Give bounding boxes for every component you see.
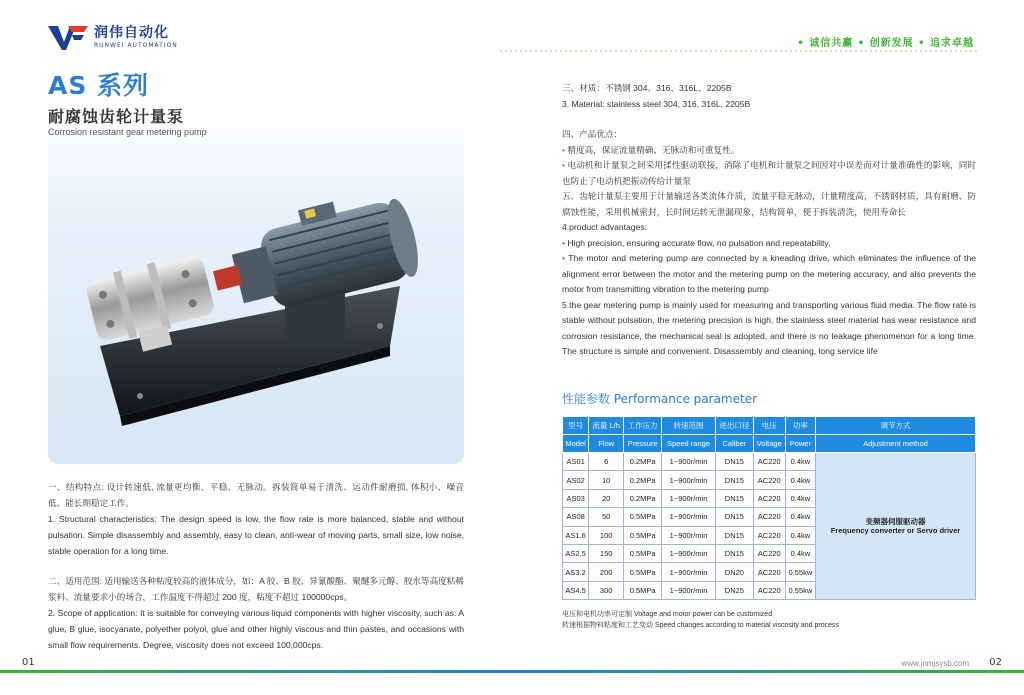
section2-en: 2. Scope of application: It is suitable for conveying various liquid components with higher viscosity, such as: A glue, B glue, isocyanate, polyether polyol, glue and other highly viscous and thin pastes, and occasions with small flow requirements. Degree, viscosity does not exceed 100,000cps.	[48, 608, 464, 650]
performance-table	[562, 416, 976, 600]
cell-power: 0.55kw	[785, 581, 815, 599]
page-number-right: 02	[989, 657, 1002, 668]
section2-cn: 二、适用范围: 适用输送各种粘度较高的液体成分，如：A 胶、B 胶、异氰酸酯、聚醚多元醇、胶水等高度粘稀浆料、流量要求小的场合，工作温度不得超过 200 度，粘度不超过 100000cps。	[48, 576, 464, 602]
cell-power: 0.4kw	[785, 508, 815, 526]
header-adjust-en: Adjustment method	[816, 435, 976, 453]
header-voltage-cn: 电压	[753, 417, 785, 435]
cell-model: AS02	[563, 471, 589, 489]
cell-flow: 20	[589, 489, 624, 507]
cell-voltage: AC220	[753, 453, 785, 471]
application-scope	[48, 573, 464, 653]
cell-model: AS2.5	[563, 544, 589, 562]
cell-pressure: 0.2MPa	[624, 453, 662, 471]
adjust-en: Frequency converter or Servo driver	[830, 526, 961, 536]
company-logo	[48, 24, 178, 50]
section5-en: 5.the gear metering pump is mainly used for measuring and transporting various fluid media. The flow rate is stable without pulsation, the metering precision is high, the stainless steel material has wear resistance and corrosion resistance, the mechanical seal is adopted, and there is no leakage phenomenon for a long time. The structure is simple and convenient. Disassembly and cleaning, long service life	[562, 299, 976, 356]
section3-en: 3. Material: stainless steel 304, 316, 316L, 2205B	[562, 98, 751, 109]
header-adjust-cn: 调节方式	[816, 417, 976, 435]
header-pressure-en: Pressure	[624, 435, 662, 453]
cell-model: AS01	[563, 453, 589, 471]
header-power-en: Power	[785, 435, 815, 453]
advantage-cn-1: 精度高，保证流量精确、无脉动和可重复性。	[567, 144, 740, 155]
note-speed: 转速根据物料粘度和工艺变动 Speed changes according to material viscosity and process	[562, 622, 839, 629]
bullet-icon: •	[562, 253, 566, 263]
cell-caliber: DN15	[715, 544, 753, 562]
logo-name-cn: 润伟自动化	[94, 24, 169, 41]
cell-pressure: 0.5MPa	[624, 563, 662, 581]
cell-pressure: 0.5MPa	[624, 544, 662, 562]
cell-caliber: DN25	[715, 581, 753, 599]
cell-caliber: DN15	[715, 489, 753, 507]
cell-power: 0.55kw	[785, 563, 815, 581]
performance-title: 性能参数 Performance parameter	[562, 392, 758, 406]
cell-caliber: DN15	[715, 508, 753, 526]
bullet-icon: •	[562, 237, 566, 248]
cell-power: 0.4kw	[785, 544, 815, 562]
cell-flow: 300	[589, 581, 624, 599]
table-header-en	[563, 435, 976, 453]
cell-caliber: DN15	[715, 453, 753, 471]
advantages-section	[562, 127, 976, 360]
table-row	[563, 453, 976, 471]
cell-voltage: AC220	[753, 471, 785, 489]
footer-divider	[0, 670, 1024, 673]
advantage-en-1: High precision, ensuring accurate flow, no pulsation and repeatability.	[567, 237, 831, 248]
cell-voltage: AC220	[753, 581, 785, 599]
cell-power: 0.4kw	[785, 471, 815, 489]
header-speed-cn: 转速范围	[662, 417, 716, 435]
header-flow-cn: 流量 L/h	[589, 417, 624, 435]
header-flow-en: Flow	[589, 435, 624, 453]
cell-pressure: 0.2MPa	[624, 471, 662, 489]
logo-name-en: RUNWEI AUTOMATION	[94, 41, 178, 49]
cell-speed: 1~900r/min	[662, 581, 716, 599]
cell-caliber: DN20	[715, 563, 753, 581]
runwei-logo-icon	[48, 24, 88, 50]
series-title: AS 系列	[48, 71, 150, 100]
cell-voltage: AC220	[753, 489, 785, 507]
header-caliber-cn: 进出口径	[715, 417, 753, 435]
cell-model: AS03	[563, 489, 589, 507]
section1-cn: 一、结构特点: 设计转速低, 流量更均衡、平稳、无脉动。拆装简单易于清洗、运动件耐磨损, 体积小、噪音低、能长期稳定工作。	[48, 482, 464, 508]
slogan: • 诚信共赢 • 创新发展 • 追求卓越	[797, 38, 974, 49]
cell-pressure: 0.5MPa	[624, 508, 662, 526]
cell-pressure: 0.5MPa	[624, 581, 662, 599]
section3-cn: 三、材质：不锈钢 304、316、316L、2205B	[562, 83, 732, 93]
cell-model: AS3.2	[563, 563, 589, 581]
dotted-divider	[500, 50, 980, 52]
cell-flow: 100	[589, 526, 624, 544]
cell-flow: 200	[589, 563, 624, 581]
cell-speed: 1~900r/min	[662, 544, 716, 562]
advantage-cn-2: 电动机和计量泵之间采用揉性驱动联接，消除了电机和计量泵之间因对中误差而对计量准确性的影响，同时也防止了电动机把振动传给计量泵	[562, 160, 976, 186]
bullet-icon: •	[562, 144, 566, 155]
adjust-cn: 变频器伺服驱动器	[865, 517, 926, 527]
cell-speed: 1~900r/min	[662, 526, 716, 544]
cell-caliber: DN15	[715, 526, 753, 544]
cell-model: AS08	[563, 508, 589, 526]
cell-voltage: AC220	[753, 544, 785, 562]
header-model-en: Model	[563, 435, 589, 453]
cell-power: 0.4kw	[785, 489, 815, 507]
section4-en-title: 4.product advantages:	[562, 222, 648, 232]
header-voltage-en: Voltage	[753, 435, 785, 453]
table-notes	[562, 609, 839, 631]
cell-pressure: 0.5MPa	[624, 526, 662, 544]
bullet-icon: •	[562, 160, 566, 170]
header-caliber-en: Caliber	[715, 435, 753, 453]
cell-voltage: AC220	[753, 563, 785, 581]
website-link[interactable]: www.jnmjsysb.com	[901, 659, 969, 668]
cell-voltage: AC220	[753, 508, 785, 526]
header-power-cn: 功率	[785, 417, 815, 435]
section5-cn: 五、齿轮计量泵主要用于计量输送各类流体介质，流量平稳无脉动，计量精度高，不锈钢材质，具有耐磨、防腐蚀性能，采用机械密封，长时间运转无泄漏现象，结构简单，便于拆装清洗，使用寿命长	[562, 191, 976, 217]
section4-cn-title: 四、产品优点：	[562, 129, 623, 139]
cell-speed: 1~900r/min	[662, 453, 716, 471]
structural-characteristics	[48, 479, 464, 559]
cell-voltage: AC220	[753, 526, 785, 544]
cell-flow: 10	[589, 471, 624, 489]
cell-model: AS4.5	[563, 581, 589, 599]
gear-pump-image	[60, 196, 450, 426]
header-model-cn: 型号	[563, 417, 589, 435]
cell-power: 0.4kw	[785, 453, 815, 471]
cell-caliber: DN15	[715, 471, 753, 489]
material-section	[562, 81, 976, 112]
cell-flow: 6	[589, 453, 624, 471]
header-pressure-cn: 工作压力	[624, 417, 662, 435]
cell-pressure: 0.2MPa	[624, 489, 662, 507]
product-name-en: Corrosion resistant gear metering pump	[48, 127, 207, 137]
advantage-en-2: The motor and metering pump are connected by a kneading drive, which eliminates the influence of the alignment error between the motor and the metering pump on the metering accuracy, and also prevents the motor from transmitting vibration to the metering pump	[562, 253, 977, 294]
cell-speed: 1~900r/min	[662, 489, 716, 507]
page-number-left: 01	[22, 657, 35, 668]
cell-flow: 50	[589, 508, 624, 526]
header-speed-en: Speed range	[662, 435, 716, 453]
cell-power: 0.4kw	[785, 526, 815, 544]
table-header-cn	[563, 417, 976, 435]
note-voltage: 电压和电机功率可定制 Voltage and motor power can be customized	[562, 611, 773, 618]
section1-en: 1. Structural characteristics: The design speed is low, the flow rate is more balanced, stable and without pulsation. Simple disassembly and assembly, easy to clean, anti-wear of moving parts, small size, low noise, stable operation for a long time.	[48, 514, 464, 556]
cell-flow: 150	[589, 544, 624, 562]
cell-model: AS1.6	[563, 526, 589, 544]
cell-speed: 1~900r/min	[662, 563, 716, 581]
product-name-cn: 耐腐蚀齿轮计量泵	[48, 107, 185, 126]
cell-speed: 1~900r/min	[662, 471, 716, 489]
cell-adjustment-method	[816, 453, 976, 600]
cell-speed: 1~900r/min	[662, 508, 716, 526]
